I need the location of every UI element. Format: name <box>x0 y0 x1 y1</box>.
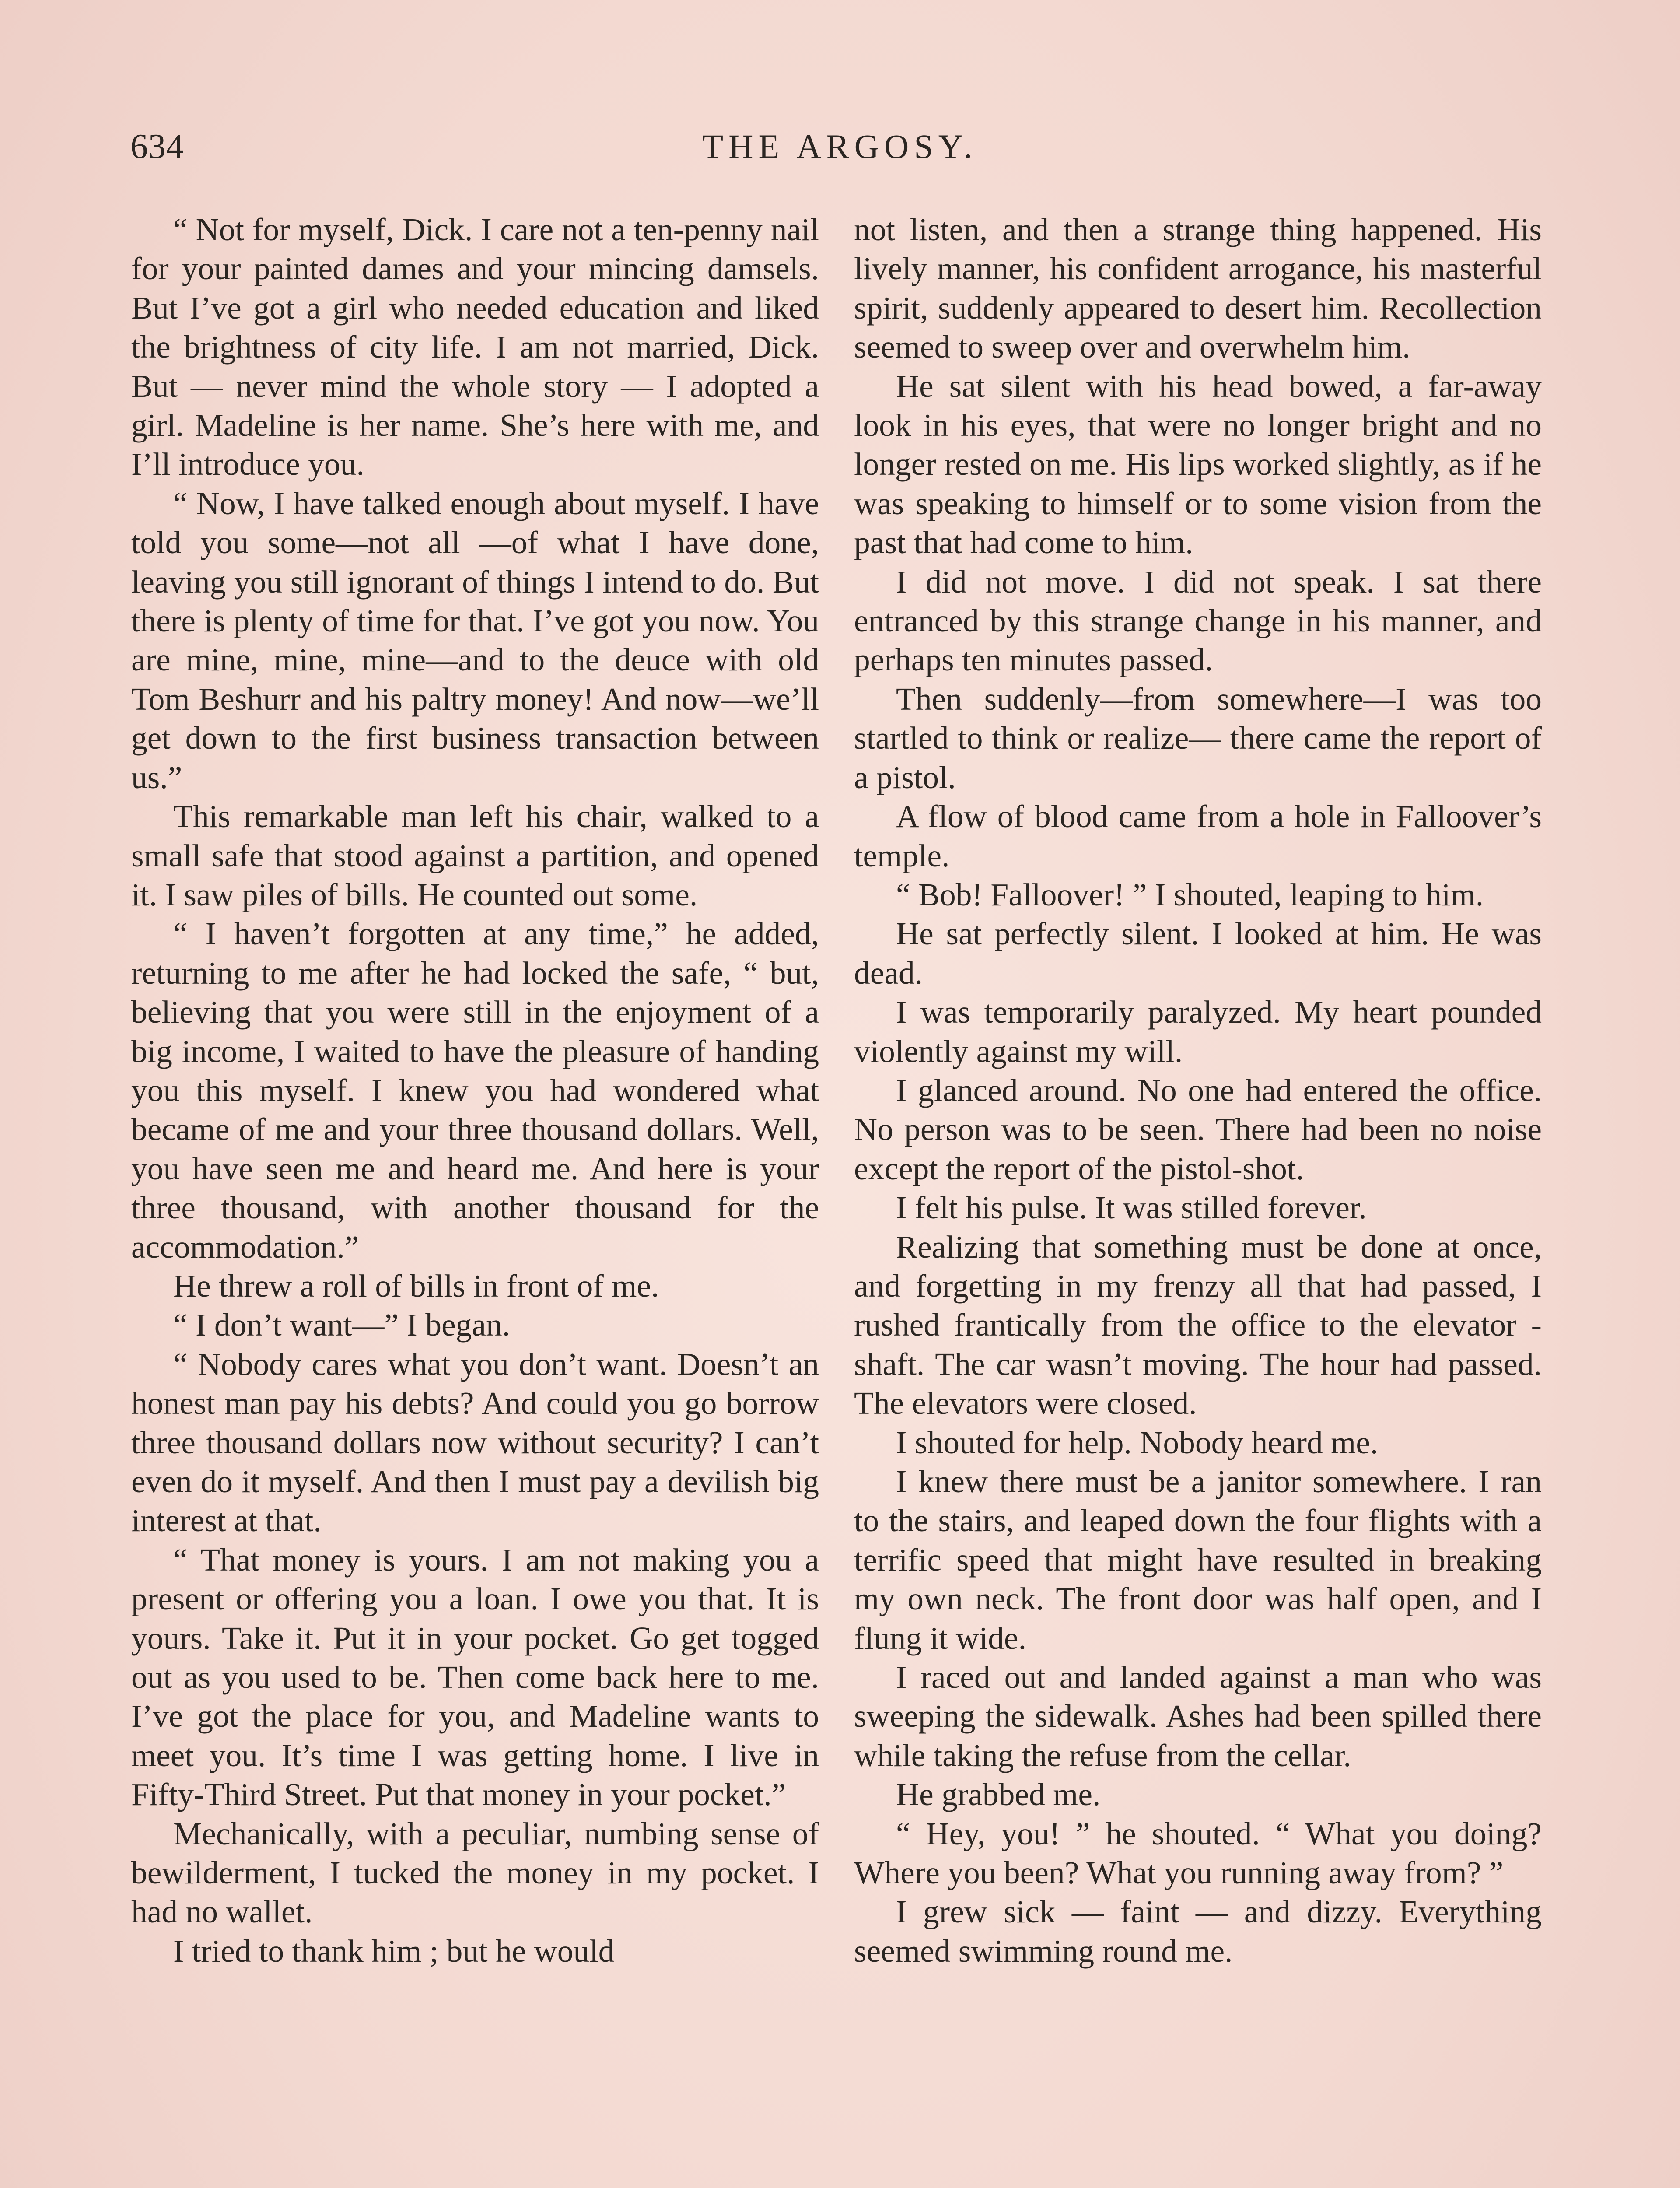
paragraph: “ Bob! Falloover! ” I shouted, leaping to him. <box>896 877 1484 912</box>
paragraph: “ I don’t want—” I began. <box>173 1307 511 1343</box>
paragraph: “ Now, I have talked enough about myself. I have told you some—not all —of what I have done, leaving you still ignorant of things I intend to do. But there is plenty of time for that. I’ve got you now. You are mine, mine, mine—and to the deuce with old Tom Beshurr and his paltry money! And now—we’ll get down to the first business transaction between us.” <box>131 485 819 795</box>
paragraph: I did not move. I did not speak. I sat there entranced by this strange change in his manner, and perhaps ten minutes passed. <box>854 564 1542 678</box>
paragraph: He threw a roll of bills in front of me. <box>173 1268 659 1304</box>
page-number: 634 <box>130 127 184 166</box>
paragraph: Realizing that something must be done at once, and forgetting in my frenzy all that had passed, I rushed frantically from the office to the elevator - shaft. The car wasn’t moving. The hour had passed. The elevators were closed. <box>854 1229 1542 1421</box>
left-column <box>131 210 819 1971</box>
paragraph: I grew sick — faint — and dizzy. Everything seemed swimming round me. <box>854 1894 1542 1969</box>
paragraph: He sat perfectly silent. I looked at him. He was dead. <box>854 916 1542 991</box>
paragraph: I felt his pulse. It was stilled forever. <box>896 1190 1367 1226</box>
paragraph: “ That money is yours. I am not making you a present or offering you a loan. I owe you that. It is yours. Take it. Put it in your pocket. Go get togged out as you used to be. Then come back here to me. I’ve got the place for you, and Madeline wants to meet you. It’s time I was getting home. I live in Fifty-Third Street. Put that money in your pocket.” <box>131 1542 819 1813</box>
paragraph: He grabbed me. <box>896 1777 1101 1813</box>
paragraph: “ I haven’t forgotten at any time,” he added, returning to me after he had locked the safe, “ but, believing that you were still in the enjoyment of a big income, I waited to have the pleasure of handing you this myself. I knew you had wondered what became of me and your three thousand dollars. Well, you have seen me and heard me. And here is your three thousand, with another thousand for the accommodation.” <box>131 916 819 1265</box>
paragraph: A flow of blood came from a hole in Falloover’s temple. <box>854 799 1542 873</box>
paragraph: “ Hey, you! ” he shouted. “ What you doing? Where you been? What you running away from? ” <box>854 1816 1542 1891</box>
paragraph: not listen, and then a strange thing happened. His lively manner, his confident arrogance, his masterful spirit, suddenly appeared to desert him. Recollection seemed to sweep over and overwhelm him. <box>854 212 1542 365</box>
paragraph: “ Not for myself, Dick. I care not a ten-penny nail for your painted dames and your mincing damsels. But I’ve got a girl who needed education and liked the brightness of city life. I am not married, Dick. But — never mind the whole story — I adopted a girl. Madeline is her name. She’s here with me, and I’ll introduce you. <box>131 212 819 482</box>
right-column <box>854 210 1542 1971</box>
paragraph: He sat silent with his head bowed, a far-away look in his eyes, that were no longer bright and no longer rested on me. His lips worked slightly, as if he was speaking to himself or to some vision from the past that had come to him. <box>854 368 1542 561</box>
paragraph: I shouted for help. Nobody heard me. <box>896 1424 1379 1460</box>
paragraph: Mechanically, with a peculiar, numbing sense of bewilderment, I tucked the money in my pocket. I had no wallet. <box>131 1816 819 1930</box>
paragraph: I glanced around. No one had entered the office. No person was to be seen. There had been no noise except the report of the pistol-shot. <box>854 1072 1542 1186</box>
running-head: THE ARGOSY. <box>702 127 978 165</box>
paragraph: “ Nobody cares what you don’t want. Doesn’t an honest man pay his debts? And could you go borrow three thousand dollars now without security? I can’t even do it myself. And then I must pay a devilish big interest at that. <box>131 1346 819 1539</box>
paragraph: This remarkable man left his chair, walked to a small safe that stood against a partition, and opened it. I saw piles of bills. He counted out some. <box>131 799 819 912</box>
paragraph: I raced out and landed against a man who was sweeping the sidewalk. Ashes had been spilled there while taking the refuse from the cellar. <box>854 1659 1542 1773</box>
paragraph: Then suddenly—from somewhere—I was too startled to think or realize— there came the report of a pistol. <box>854 681 1542 795</box>
paragraph: I was temporarily paralyzed. My heart pounded violently against my will. <box>854 994 1542 1069</box>
paragraph: I knew there must be a janitor somewhere. I ran to the stairs, and leaped down the four flights with a terrific speed that might have resulted in breaking my own neck. The front door was half open, and I flung it wide. <box>854 1464 1542 1656</box>
paragraph: I tried to thank him ; but he would <box>173 1933 615 1969</box>
